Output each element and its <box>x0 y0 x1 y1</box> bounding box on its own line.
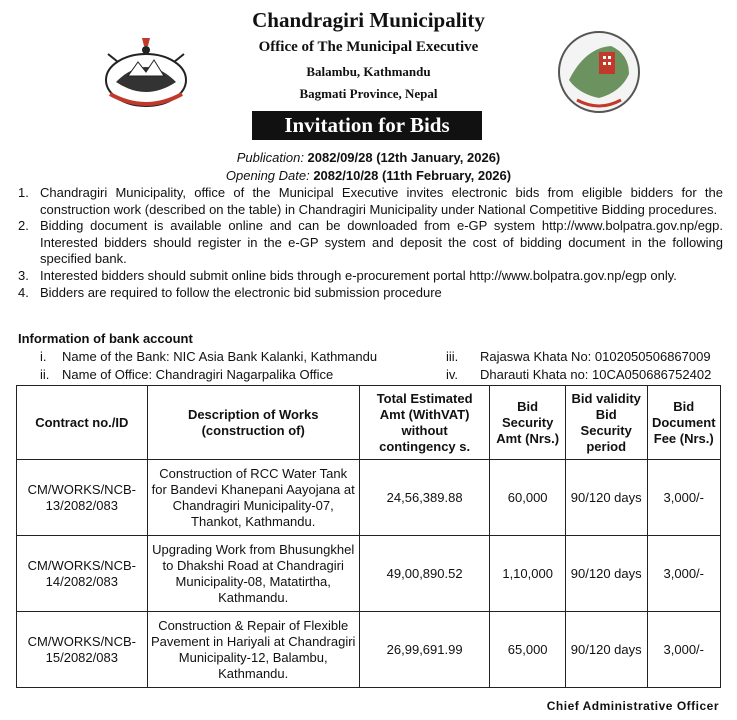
publication-label: Publication: <box>236 150 308 165</box>
validity-period: 90/120 days <box>565 536 647 612</box>
rajaswa-account: iii. Rajaswa Khata No: 0102050506867009 <box>446 349 711 364</box>
table-row <box>17 612 721 688</box>
office-name: Office of The Municipal Executive <box>258 39 479 55</box>
dharauti-account: iv. Dharauti Khata no: 10CA050686752402 <box>446 367 712 382</box>
contract-id: CM/WORKS/NCB-13/2082/083 <box>17 460 148 536</box>
list-item: 2. Bidding document is available online and can be downloaded from e-GP system http://www.bolpatra.gov.np/egp. Interested bidders should register in the e-GP system and deposit the cost of bidding document in the following specified bank. <box>18 218 723 267</box>
column-header: Total Estimated Amt (WithVAT) without contingency s. <box>359 386 490 460</box>
work-description: Construction of RCC Water Tank for Bandevi Khanepani Aayojana at Chandragiri Municipality-07, Thankot, Kathmandu. <box>147 460 359 536</box>
bank-info-heading: Information of bank account <box>18 331 193 346</box>
bid-security: 65,000 <box>490 612 566 688</box>
opening-value: 2082/10/28 (11th February, 2026) <box>313 168 512 183</box>
work-description: Upgrading Work from Bhusungkhel to Dhakshi Road at Chandragiri Municipality-08, Matatirtha, Kathmandu. <box>147 536 359 612</box>
table-row <box>17 460 721 536</box>
bid-table <box>16 385 721 688</box>
list-item: 4. Bidders are required to follow the electronic bid submission procedure <box>18 284 442 300</box>
list-item: 1. Chandragiri Municipality, office of the Municipal Executive invites electronic bids from eligible bidders for the construction work (described on the table) in Chandragiri Municipality under National Competitive Bidding procedures. <box>18 185 723 217</box>
invitation-banner: Invitation for Bids <box>252 111 482 140</box>
office-province: Bagmati Province, Nepal <box>299 86 438 101</box>
document-fee: 3,000/- <box>647 536 720 612</box>
opening-label: Opening Date: <box>225 168 314 183</box>
document-fee: 3,000/- <box>647 460 720 536</box>
notice-header <box>0 0 737 150</box>
office-location: Balambu, Kathmandu <box>306 64 431 79</box>
municipality-seal-icon <box>555 28 643 116</box>
publication-date <box>0 150 737 165</box>
bid-security: 60,000 <box>490 460 566 536</box>
column-header: Bid Security Amt (Nrs.) <box>490 386 566 460</box>
list-item: 3. Interested bidders should submit online bids through e-procurement portal http://www.bolpatra.gov.np/egp only. <box>18 267 677 283</box>
notice-points <box>18 185 723 301</box>
work-description: Construction & Repair of Flexible Pavement in Hariyali at Chandragiri Municipality-12, Balambu, Kathmandu. <box>147 612 359 688</box>
estimated-amount: 24,56,389.88 <box>359 460 490 536</box>
validity-period: 90/120 days <box>565 612 647 688</box>
estimated-amount: 26,99,691.99 <box>359 612 490 688</box>
opening-date <box>0 168 737 183</box>
municipality-name: Chandragiri Municipality <box>252 8 485 32</box>
signatory-title: Chief Administrative Officer <box>546 699 719 713</box>
column-header: Contract no./ID <box>17 386 148 460</box>
bank-name: i. Name of the Bank: NIC Asia Bank Kalanki, Kathmandu <box>40 349 378 364</box>
office-name-bank: ii. Name of Office: Chandragiri Nagarpalika Office <box>40 367 334 382</box>
table-header-row <box>17 386 721 460</box>
column-header: Bid Document Fee (Nrs.) <box>647 386 720 460</box>
bid-security: 1,10,000 <box>490 536 566 612</box>
column-header: Description of Works (construction of) <box>147 386 359 460</box>
column-header: Bid validity Bid Security period <box>565 386 647 460</box>
publication-value: 2082/09/28 (12th January, 2026) <box>307 150 501 165</box>
contract-id: CM/WORKS/NCB-14/2082/083 <box>17 536 148 612</box>
document-fee: 3,000/- <box>647 612 720 688</box>
estimated-amount: 49,00,890.52 <box>359 536 490 612</box>
table-row <box>17 536 721 612</box>
contract-id: CM/WORKS/NCB-15/2082/083 <box>17 612 148 688</box>
validity-period: 90/120 days <box>565 460 647 536</box>
